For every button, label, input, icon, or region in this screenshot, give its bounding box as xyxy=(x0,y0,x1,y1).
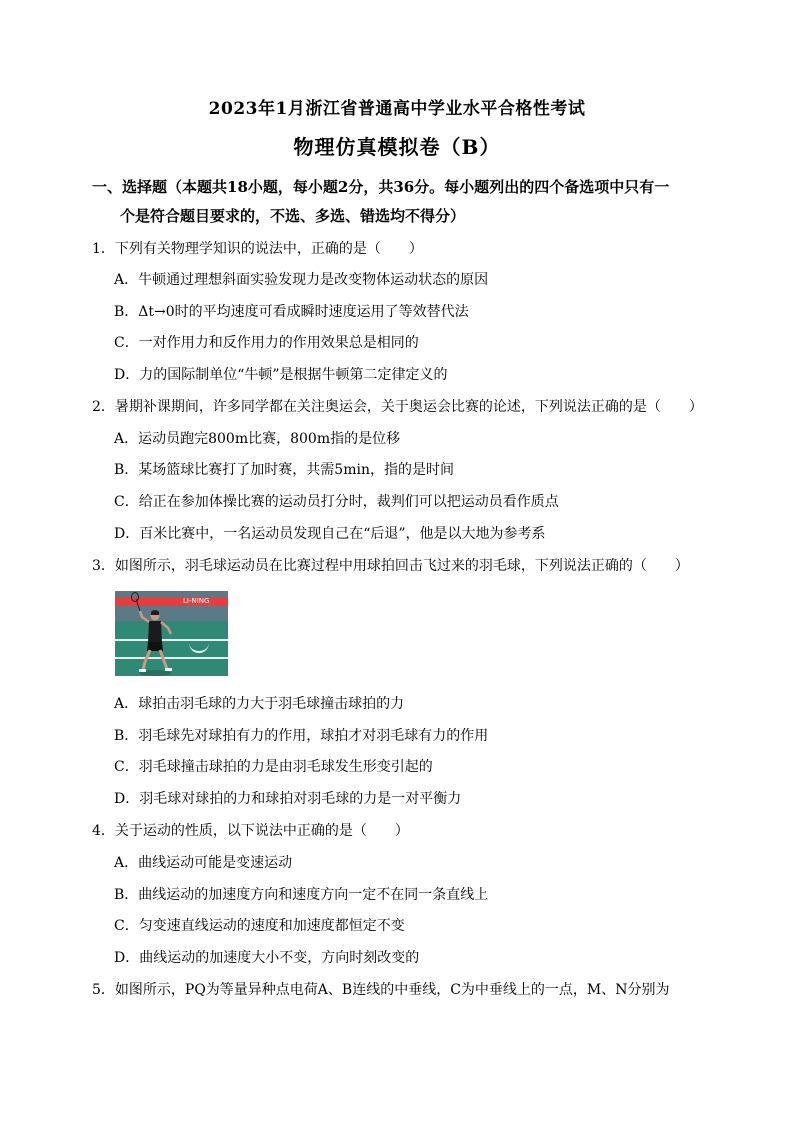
section-heading-line-1: 一、选择题（本题共18小题，每小题2分，共36分。每小题列出的四个备选项中只有一 xyxy=(92,178,670,196)
question-3-stem: 3．如图所示，羽毛球运动员在比赛过程中用球拍回击飞过来的羽毛球，下列说法正确的（ ） xyxy=(92,558,689,574)
badminton-player-photo xyxy=(115,591,228,676)
photo-banner-text: LI-NING xyxy=(183,597,210,605)
question-1-option-a: A．牛顿通过理想斜面实验发现力是改变物体运动状态的原因 xyxy=(114,272,489,288)
question-4-option-d: D．曲线运动的加速度大小不变，方向时刻改变的 xyxy=(114,950,420,966)
question-1-option-d: D．力的国际制单位“牛顿”是根据牛顿第二定律定义的 xyxy=(114,367,448,383)
question-3-option-c: C．羽毛球撞击球拍的力是由羽毛球发生形变引起的 xyxy=(114,759,433,775)
question-2-stem: 2．暑期补课期间，许多同学都在关注奥运会，关于奥运会比赛的论述，下列说法正确的是（ ） xyxy=(92,399,703,415)
question-5-stem: 5．如图所示，PQ为等量异种点电荷A、B连线的中垂线，C为中垂线上的一点，M、N分别为 xyxy=(92,982,670,998)
section-heading-line-2: 个是符合题目要求的，不选、多选、错选均不得分） xyxy=(120,207,466,225)
player-figure xyxy=(115,591,228,676)
exam-subtitle: 物理仿真模拟卷（B） xyxy=(293,135,501,159)
question-4-option-a: A．曲线运动可能是变速运动 xyxy=(114,855,293,871)
section-heading xyxy=(92,173,712,231)
question-2-option-b: B．某场篮球比赛打了加时赛，共需5min，指的是时间 xyxy=(114,462,454,478)
question-1-option-b: B．Δt→0时的平均速度可看成瞬时速度运用了等效替代法 xyxy=(114,304,469,320)
question-1-stem: 1．下列有关物理学知识的说法中，正确的是（ ） xyxy=(92,241,423,257)
question-4-option-c: C．匀变速直线运动的速度和加速度都恒定不变 xyxy=(114,918,405,934)
question-3-option-a: A．球拍击羽毛球的力大于羽毛球撞击球拍的力 xyxy=(114,696,405,712)
question-4-stem: 4．关于运动的性质，以下说法中正确的是（ ） xyxy=(92,823,409,839)
question-4-option-b: B．曲线运动的加速度方向和速度方向一定不在同一条直线上 xyxy=(114,887,489,903)
exam-title: 2023年1月浙江省普通高中学业水平合格性考试 xyxy=(208,99,586,119)
question-2-option-c: C．给正在参加体操比赛的运动员打分时，裁判们可以把运动员看作质点 xyxy=(114,494,559,510)
question-3-option-b: B．羽毛球先对球拍有力的作用，球拍才对羽毛球有力的作用 xyxy=(114,728,489,744)
question-2-option-a: A．运动员跑完800m比赛，800m指的是位移 xyxy=(114,431,401,447)
question-3-option-d: D．羽毛球对球拍的力和球拍对羽毛球的力是一对平衡力 xyxy=(114,791,462,807)
question-1-option-c: C．一对作用力和反作用力的作用效果总是相同的 xyxy=(114,335,419,351)
question-2-option-d: D．百米比赛中，一名运动员发现自己在“后退”，他是以大地为参考系 xyxy=(114,526,546,542)
